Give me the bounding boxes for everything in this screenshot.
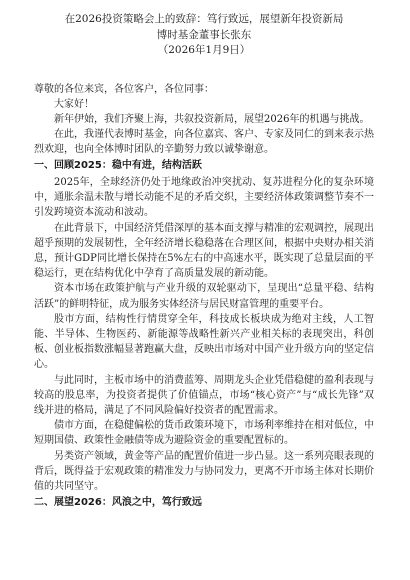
section-1-paragraph-1: 2025年，全球经济仍处于地缘政治冲突扰动、复苏进程分化的复杂环境中，通胀余温未散与增长动能不足的矛盾交织，主要经济体政策调整节奏不一引发跨境资本流动和波动。 [34, 176, 374, 219]
speaker-line: 博时基金董事长张东 [156, 28, 252, 41]
section-1-paragraph-2: 在此背景下，中国经济凭借深厚的基本面支撑与精准的宏观调控，展现出超乎预期的发展韧性，全年经济增长稳稳落在合理区间，根据中央财办相关消息，预计GDP同比增长保持在5%左右的中高速水平，既实现了总量层面的平稳运行，更在结构优化中孕育了高质量发展的新动能。 [34, 222, 374, 280]
section-1-paragraph-3: 资本市场在政策护航与产业升级的双轮驱动下，呈现出“总量平稳、结构活跃”的鲜明特征，成为服务实体经济与居民财富管理的重要平台。 [34, 283, 374, 310]
intro-paragraph-1: 新年伊始，我们齐聚上海，共叙投资新局，展望2026年的机遇与挑战。 [54, 113, 370, 125]
section-1-paragraph-5: 与此同时，主板市场中的消费蓝筹、周期龙头企业凭借稳健的盈利表现与较高的股息率，为投资者提供了价值锚点，市场“核心资产”与“成长先锋”双线并进的格局，满足了不同风险偏好投资者的配置需求。 [34, 374, 374, 416]
section-1-heading: 一、回顾2025：稳中有进，结构活跃 [34, 160, 202, 172]
section-1-paragraph-4: 股市方面，结构性行情贯穿全年，科技成长板块成为绝对主线，人工智能、半导体、生物医药、新能源等战略性新兴产业相关标的表现突出，科创板、创业板指数涨幅显著跑赢大盘，反映出市场对中国产业升级方向的坚定信心。 [34, 313, 374, 371]
section-1-paragraph-7: 另类资产领域，黄金等产品的配置价值进一步凸显。这一系列亮眼表现的背后，既得益于宏观政策的精准发力与协同发力，更离不开市场主体对长期价值的共同坚守。 [34, 450, 374, 492]
speech-date: （2026年1月9日） [157, 44, 251, 56]
speech-header [34, 12, 374, 59]
intro-paragraph-2: 在此，我谨代表博时基金，向各位嘉宾、客户、专家及同仁的到来表示热烈欢迎，也向全体博时团队的辛勤努力致以诚挚谢意。 [34, 128, 374, 156]
section-2-heading: 二、展望2026：风浪之中，笃行致远 [34, 497, 202, 509]
section-1-paragraph-6: 债市方面，在稳健偏松的货币政策环境下，市场利率维持在相对低位，中短期国债、政策性金融债等成为避险资金的重要配置标的。 [34, 420, 374, 447]
salutation: 尊敬的各位来宾，各位客户，各位同事： [34, 83, 214, 95]
greeting: 大家好！ [54, 98, 94, 110]
speech-title: 在2026投资策略会上的致辞：笃行致远，展望新年投资新局 [64, 13, 344, 25]
